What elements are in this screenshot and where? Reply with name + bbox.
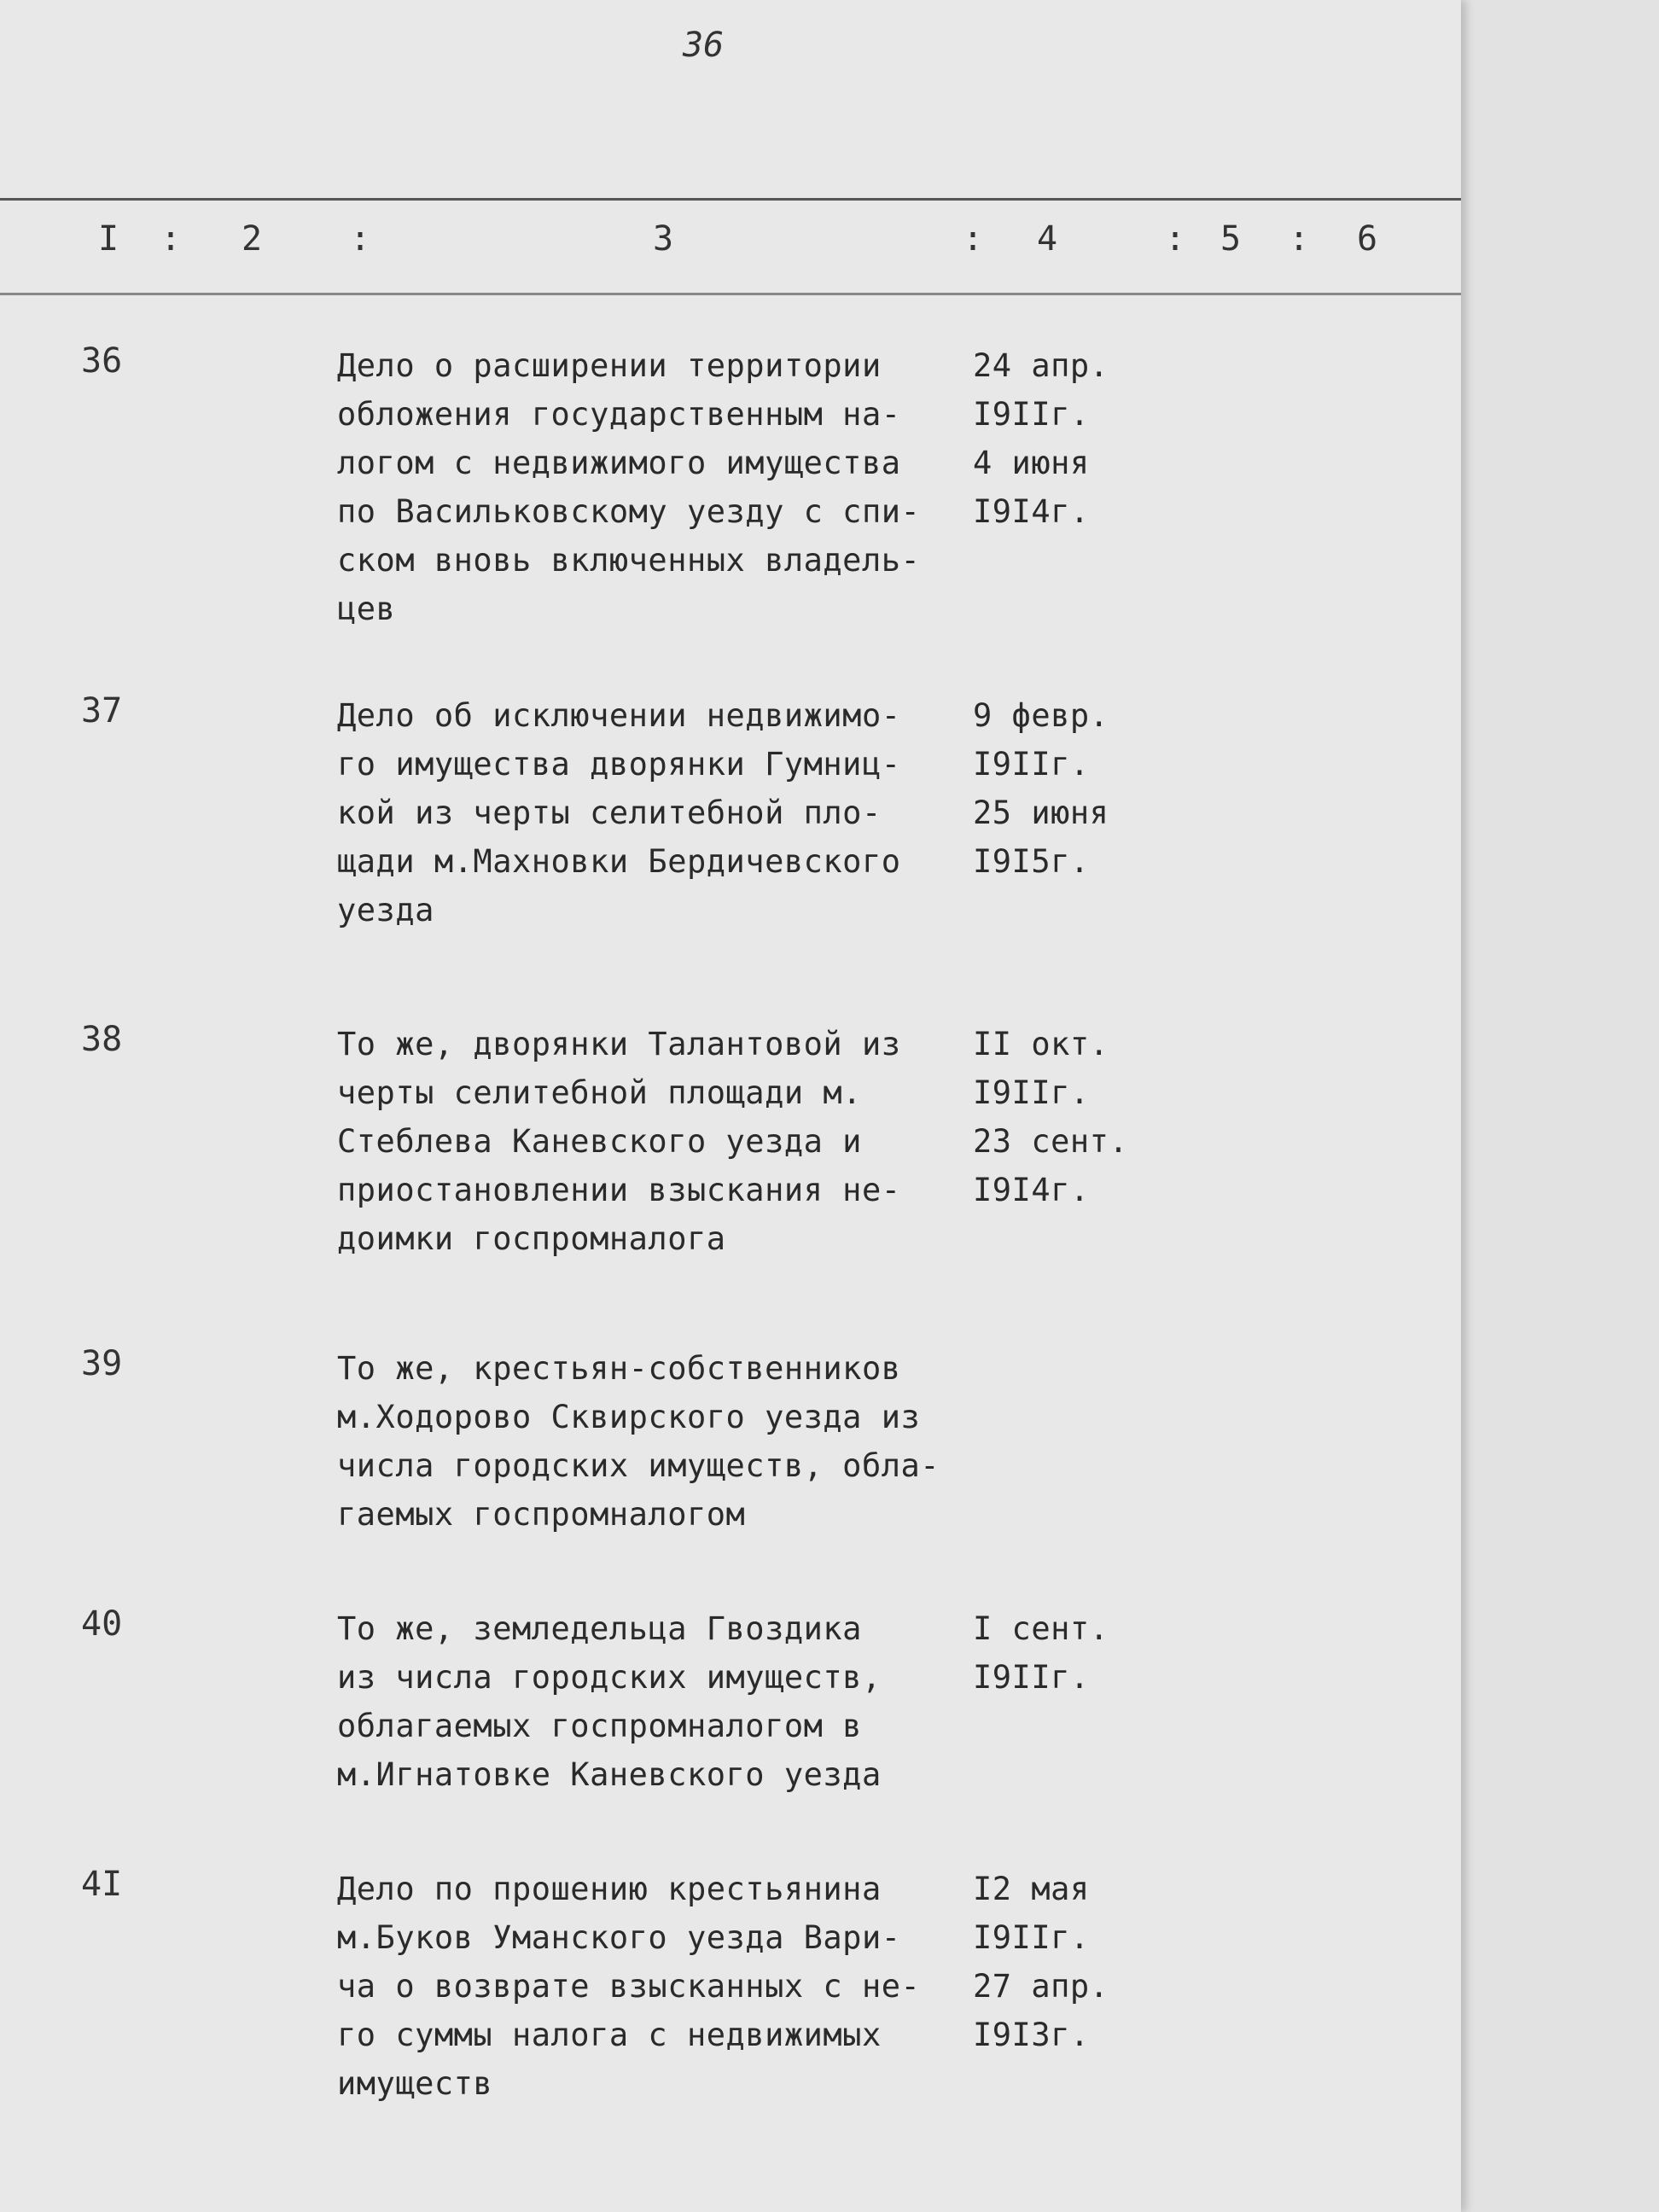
- description-line: м.Игнатовке Каневского уезда: [337, 1756, 882, 1793]
- entry-number: 4I: [81, 1865, 123, 1904]
- header-separator: :: [1289, 219, 1310, 259]
- underlying-page: [1461, 0, 1659, 2212]
- description-line: Дело по прошению крестьянина: [337, 1871, 882, 1907]
- entry-number: 36: [81, 341, 123, 381]
- header-col-6: 6: [1357, 219, 1378, 259]
- description-line: кой из черты селитебной пло-: [337, 795, 882, 831]
- date-line: I9IIг.: [973, 1919, 1090, 1956]
- header-col-5: 5: [1220, 219, 1242, 259]
- date-line: I9IIг.: [973, 1074, 1090, 1111]
- description-line: щади м.Махновки Бердичевского: [337, 843, 901, 880]
- entry-description: [337, 691, 986, 934]
- entry-dates: [973, 1604, 1178, 1702]
- entry-dates: [973, 1865, 1178, 2059]
- description-line: То же, дворянки Талантовой из: [337, 1026, 901, 1062]
- date-line: I9I3г.: [973, 2017, 1090, 2053]
- description-line: черты селитебной площади м.: [337, 1074, 862, 1111]
- description-line: Дело об исключении недвижимо-: [337, 697, 901, 734]
- header-separator: :: [350, 219, 371, 259]
- description-line: гаемых госпромналогом: [337, 1496, 746, 1533]
- header-separator: :: [160, 219, 182, 259]
- date-line: I9I4г.: [973, 1172, 1090, 1208]
- description-line: То же, земледельца Гвоздика: [337, 1610, 862, 1647]
- header-col-4: 4: [1037, 219, 1058, 259]
- description-line: из числа городских имуществ,: [337, 1659, 882, 1696]
- date-line: 27 апр.: [973, 1968, 1109, 2005]
- header-col-1: I: [98, 219, 119, 259]
- description-line: ча о возврате взысканных с не-: [337, 1968, 921, 2005]
- description-line: логом с недвижимого имущества: [337, 445, 901, 481]
- entry-dates: [973, 691, 1178, 886]
- page-number: 36: [683, 26, 725, 65]
- description-line: по Васильковскому уезду с спи-: [337, 493, 921, 530]
- description-line: числа городских имуществ, обла-: [337, 1447, 940, 1484]
- date-line: II окт.: [973, 1026, 1109, 1062]
- entry-description: [337, 1604, 986, 1799]
- header-separator: :: [1165, 219, 1186, 259]
- description-line: м.Буков Уманского уезда Вари-: [337, 1919, 901, 1956]
- entry-description: [337, 1344, 986, 1539]
- entry-description: [337, 1865, 986, 2108]
- header-col-3: 3: [653, 219, 674, 259]
- date-line: I9IIг.: [973, 746, 1090, 783]
- description-line: Стеблева Каневского уезда и: [337, 1123, 862, 1160]
- description-line: го имущества дворянки Гумниц-: [337, 746, 901, 783]
- table-header: [0, 198, 1461, 295]
- entry-description: [337, 1020, 986, 1263]
- description-line: ском вновь включенных владель-: [337, 542, 921, 579]
- description-line: приостановлении взыскания не-: [337, 1172, 901, 1208]
- description-line: доимки госпромналога: [337, 1220, 726, 1257]
- date-line: 23 сент.: [973, 1123, 1129, 1160]
- header-col-2: 2: [242, 219, 263, 259]
- entry-number: 37: [81, 691, 123, 731]
- description-line: облагаемых госпромналогом в: [337, 1708, 862, 1744]
- description-line: цев: [337, 591, 396, 627]
- date-line: 24 апр.: [973, 347, 1109, 384]
- date-line: I2 мая: [973, 1871, 1090, 1907]
- entry-dates: [973, 1020, 1178, 1214]
- entry-number: 39: [81, 1344, 123, 1383]
- date-line: I9IIг.: [973, 396, 1090, 433]
- description-line: уезда: [337, 892, 434, 928]
- date-line: 9 февр.: [973, 697, 1109, 734]
- date-line: I9I5г.: [973, 843, 1090, 880]
- entry-dates: [973, 341, 1178, 536]
- date-line: 4 июня: [973, 445, 1090, 481]
- date-line: I сент.: [973, 1610, 1109, 1647]
- date-line: I9IIг.: [973, 1659, 1090, 1696]
- description-line: имуществ: [337, 2065, 493, 2102]
- description-line: То же, крестьян-собственников: [337, 1350, 901, 1387]
- description-line: Дело о расширении территории: [337, 347, 882, 384]
- description-line: м.Ходорово Сквирского уезда из: [337, 1399, 921, 1435]
- header-separator: :: [963, 219, 984, 259]
- entry-description: [337, 341, 986, 633]
- description-line: го суммы налога с недвижимых: [337, 2017, 882, 2053]
- date-line: I9I4г.: [973, 493, 1090, 530]
- date-line: 25 июня: [973, 795, 1109, 831]
- entry-number: 40: [81, 1604, 123, 1644]
- description-line: обложения государственным на-: [337, 396, 901, 433]
- entry-number: 38: [81, 1020, 123, 1059]
